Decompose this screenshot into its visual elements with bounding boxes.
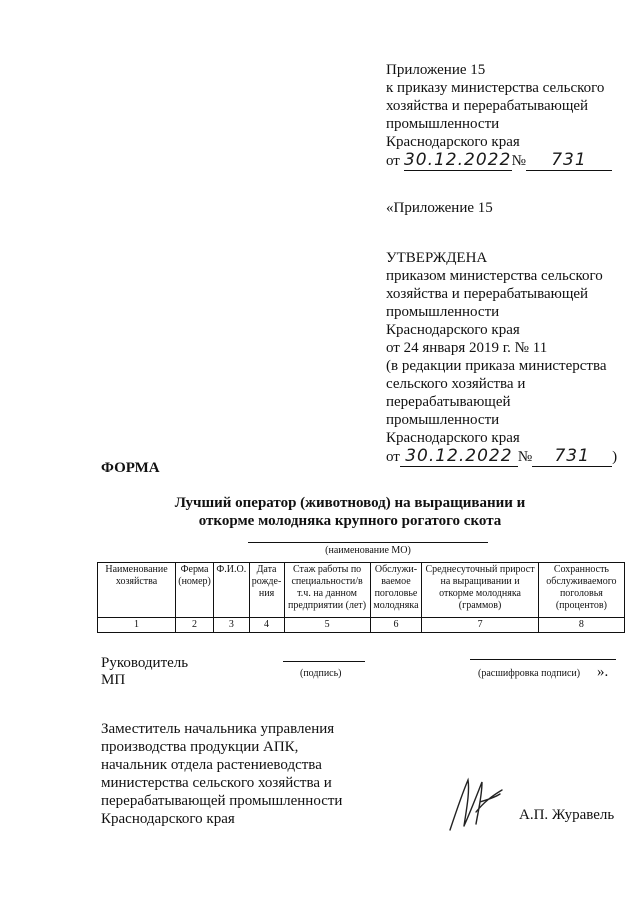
table-number-cell: 7 [422, 618, 539, 633]
deputy-line: Краснодарского края [101, 811, 235, 827]
decode-caption: (расшифровка подписи) [478, 668, 581, 679]
table-header-cell: Обслужи-ваемое поголовье молодняка [370, 563, 422, 618]
attachment-quote: «Приложение 15 [386, 200, 493, 216]
table-number-cell: 2 [176, 618, 214, 633]
table-number-cell: 5 [284, 618, 370, 633]
header-line: промышленности [386, 116, 500, 132]
approved-line: сельского хозяйства и [386, 376, 526, 392]
handwritten-date: 30.12.2022 [405, 446, 513, 466]
form-title [100, 494, 600, 530]
approved-line: хозяйства и перерабатывающей [386, 286, 589, 302]
table-header-cell: Ферма (номер) [176, 563, 214, 618]
table-header-cell: Ф.И.О. [214, 563, 249, 618]
form-label: ФОРМА [101, 460, 160, 476]
deputy-block [101, 720, 342, 828]
order-number-field [526, 151, 612, 171]
mo-line [248, 542, 488, 543]
order-date-field [404, 151, 512, 171]
handwritten-date: 30.12.2022 [403, 150, 512, 170]
number-label: № [517, 449, 533, 465]
table-number-cell: 6 [370, 618, 422, 633]
table-header-cell: Наименование хозяйства [98, 563, 176, 618]
table-number-cell: 1 [98, 618, 176, 633]
table-header-cell: Стаж работы по специальности/в т.ч. на данном предприятии (лет) [284, 563, 370, 618]
table-header-cell: Среднесуточный прирост на выращивании и откорме молодняка (граммов) [422, 563, 539, 618]
closing-paren: ) [612, 449, 618, 465]
deputy-line: министерства сельского хозяйства и [101, 775, 332, 791]
signer-name: А.П. Журавель [519, 807, 615, 823]
approved-number-field [532, 447, 612, 467]
head-label: Руководитель [101, 655, 189, 671]
deputy-line: Заместитель начальника управления [101, 721, 335, 737]
approved-title: УТВЕРЖДЕНА [386, 250, 488, 266]
from-label: от [386, 153, 400, 169]
deputy-line: перерабатывающей промышленности [101, 793, 343, 809]
handwritten-number: 731 [554, 446, 590, 466]
form-title-line: откорме молодняка крупного рогатого скота [198, 513, 502, 529]
approved-date-field [400, 447, 518, 467]
order-ref-line [386, 151, 612, 171]
table-number-cell: 8 [538, 618, 624, 633]
handwritten-number: 731 [551, 150, 587, 170]
header-line: к приказу министерства сельского [386, 80, 605, 96]
header-line: Приложение 15 [386, 62, 486, 78]
approved-block [386, 249, 617, 467]
number-label: № [511, 153, 526, 169]
closing-quote: ». [597, 664, 609, 680]
attachment-header [386, 61, 612, 171]
handwritten-signature-icon [442, 772, 508, 836]
approved-line: Краснодарского края [386, 322, 520, 338]
signature-caption: (подпись) [300, 668, 342, 679]
approved-line: от 24 января 2019 г. № 11 [386, 340, 548, 356]
approved-line: приказом министерства сельского [386, 268, 603, 284]
deputy-line: производства продукции АПК, [101, 739, 299, 755]
table-header-row [98, 563, 625, 618]
approved-line: (в редакции приказа министерства [386, 358, 607, 374]
table-header-cell: Дата рожде-ния [249, 563, 284, 618]
approved-line: промышленности [386, 304, 500, 320]
approved-line: промышленности [386, 412, 500, 428]
table-number-cell: 4 [249, 618, 284, 633]
deputy-line: начальник отдела растениеводства [101, 757, 322, 773]
signature-line [283, 661, 365, 662]
table-number-row [98, 618, 625, 633]
table-number-cell: 3 [214, 618, 249, 633]
ranking-table [97, 562, 625, 633]
mp-label: МП [101, 672, 126, 688]
approved-line: Краснодарского края [386, 430, 520, 446]
decode-line [470, 659, 616, 660]
table-header-cell: Сохранность обслуживаемого поголовья (процентов) [538, 563, 624, 618]
approved-line: перерабатывающей [386, 394, 511, 410]
header-line: Краснодарского края [386, 134, 520, 150]
approved-ref-line [386, 447, 617, 467]
from-label: от [386, 449, 400, 465]
mo-caption: (наименование МО) [325, 545, 411, 556]
header-line: хозяйства и перерабатывающей [386, 98, 589, 114]
form-title-line: Лучший оператор (животновод) на выращивании и [174, 495, 526, 511]
